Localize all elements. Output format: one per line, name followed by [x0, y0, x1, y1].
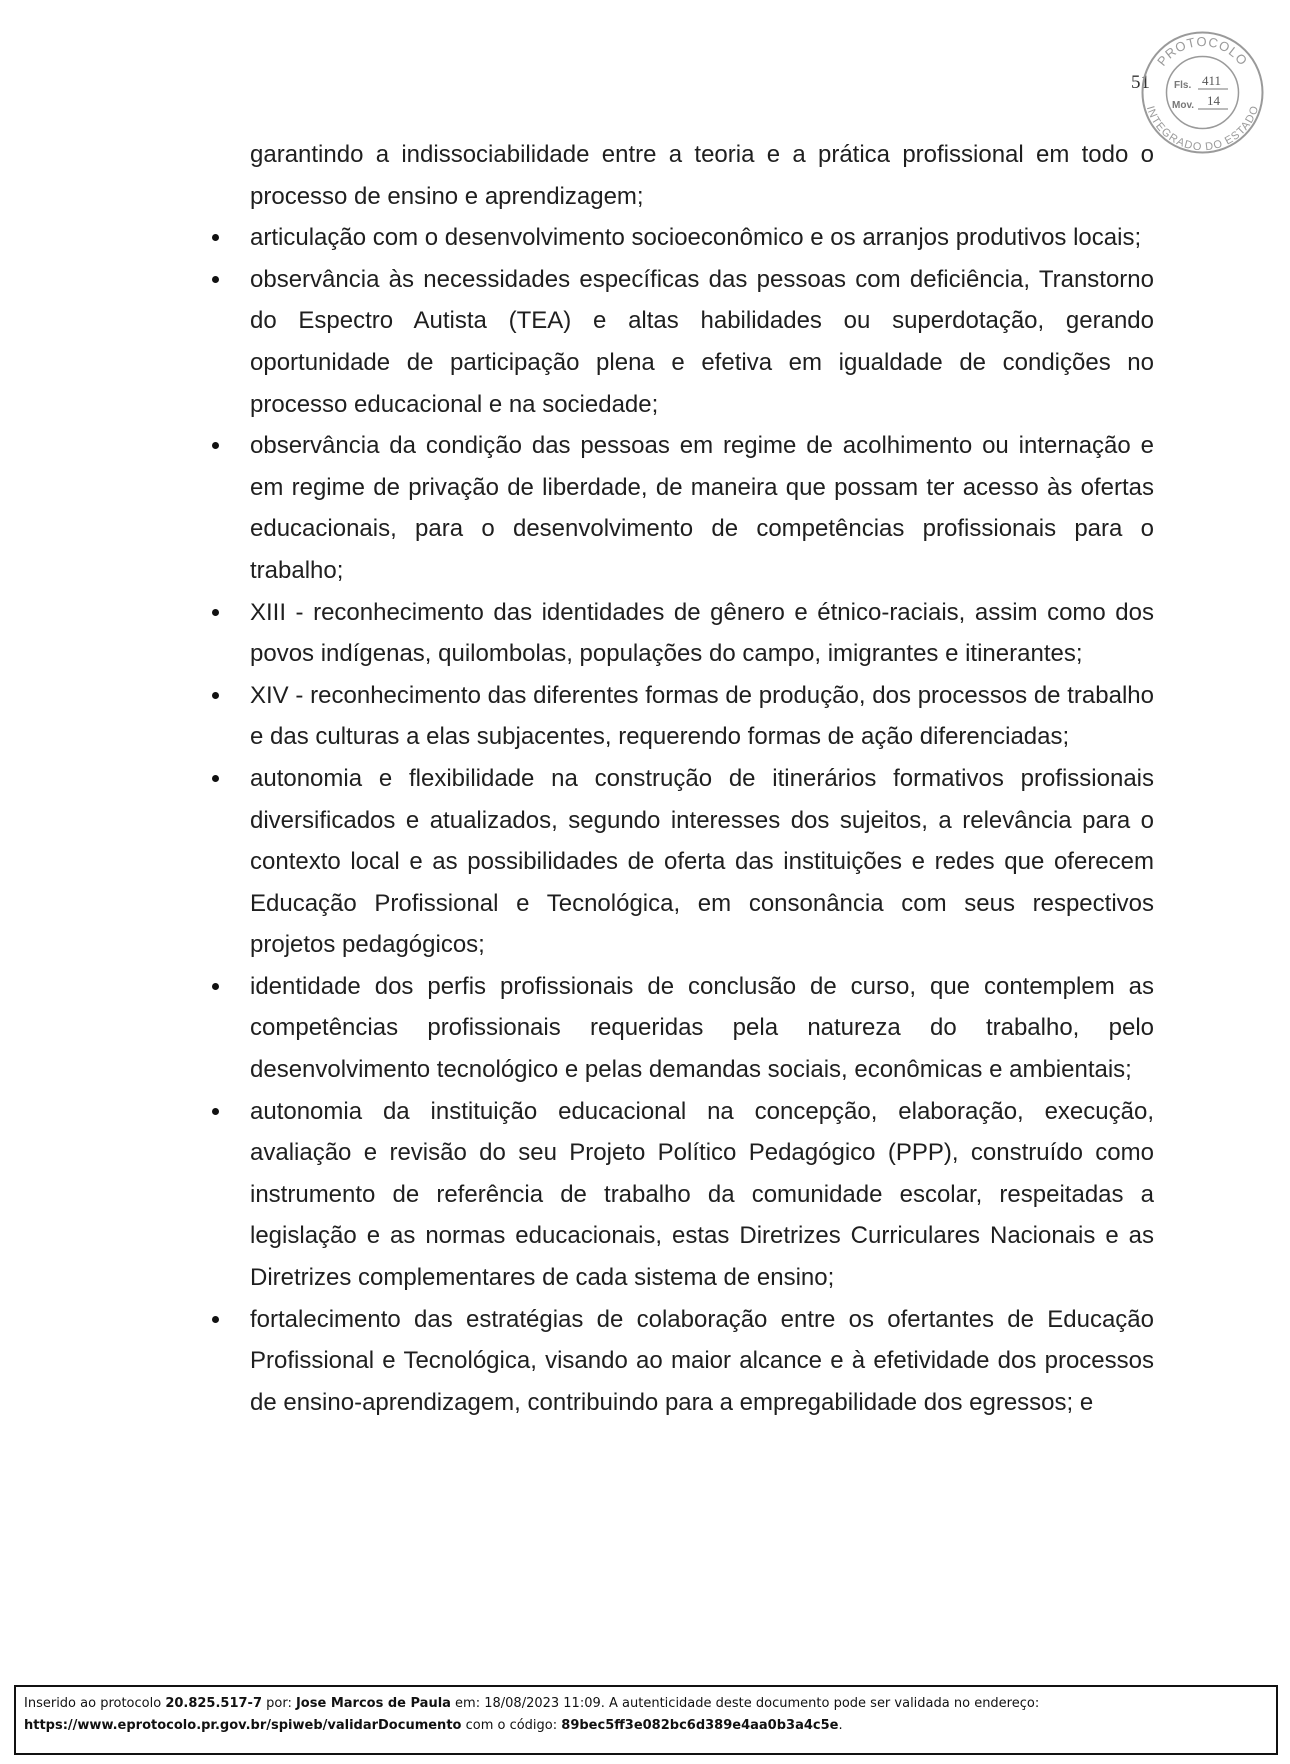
bullet-icon — [212, 609, 219, 616]
stamp-mov-value: 14 — [1207, 93, 1220, 108]
validation-code: 89bec5ff3e082bc6d389e4aa0b3a4c5e — [561, 1718, 839, 1733]
page-number: 51 — [1131, 72, 1150, 93]
list-item: observância às necessidades específicas das pessoas com deficiência, Transtorno do Espectro Autista (TEA) e altas habilidades ou superdotação, gerando oportunidade de participação plena e efetiva em igualdade de condições no processo educacional e na sociedade; — [250, 259, 1154, 425]
stamp-ring-top: PROTOCOLO — [1154, 33, 1251, 69]
list-item: autonomia e flexibilidade na construção de itinerários formativos profissionais diversificados e atualizados, segundo interesses dos sujeitos, a relevância para o contexto local e as possibilidades de oferta das instituições e redes que oferecem Educação Profissional e Tecnológica, em consonância com seus respectivos projetos pedagógicos; — [250, 758, 1154, 966]
bullet-icon — [212, 692, 219, 699]
stamp-ring-bottom: INTEGRADO DO ESTADO — [1143, 104, 1262, 154]
bullet-icon — [212, 442, 219, 449]
list-item: autonomia da instituição educacional na concepção, elaboração, execução, avaliação e revisão do seu Projeto Político Pedagógico (PPP), construído como instrumento de referência de trabalho da comunidade escolar, respeitadas a legislação e as normas educacionais, estas Diretrizes Curriculares Nacionais e as Diretrizes complementares de cada sistema de ensino; — [250, 1091, 1154, 1299]
list-item: XIII - reconhecimento das identidades de gênero e étnico-raciais, assim como dos povos indígenas, quilombolas, populações do campo, imigrantes e itinerantes; — [250, 592, 1154, 675]
stamp-inner-ring — [1167, 57, 1239, 129]
footer-line-2: https://www.eprotocolo.pr.gov.br/spiweb/validarDocumento com o código: 89bec5ff3e082bc6d389e4aa0b3a4c5e. — [24, 1718, 843, 1733]
author-name: Jose Marcos de Paula — [295, 1696, 451, 1711]
bullet-icon — [212, 1108, 219, 1115]
continuation-paragraph: garantindo a indissociabilidade entre a teoria e a prática profissional em todo o processo de ensino e aprendizagem; — [250, 141, 1154, 210]
bullet-icon — [212, 276, 219, 283]
protocol-number: 20.825.517-7 — [165, 1696, 262, 1711]
bullet-icon — [212, 1316, 219, 1323]
protocol-stamp — [1140, 30, 1265, 155]
list-item: identidade dos perfis profissionais de conclusão de curso, que contemplem as competências profissionais requeridas pela natureza do trabalho, pelo desenvolvimento tecnológico e pelas demandas sociais, econômicas e ambientais; — [250, 966, 1154, 1091]
list-item: observância da condição das pessoas em regime de acolhimento ou internação e em regime de privação de liberdade, de maneira que possam ter acesso às ofertas educacionais, para o desenvolvimento de competências profissionais para o trabalho; — [250, 425, 1154, 591]
validation-link[interactable]: https://www.eprotocolo.pr.gov.br/spiweb/validarDocumento — [24, 1718, 462, 1733]
bullet-icon — [212, 775, 219, 782]
authenticity-footer — [14, 1685, 1278, 1755]
list-item: articulação com o desenvolvimento socioeconômico e os arranjos produtivos locais; — [250, 217, 1154, 259]
principles-list — [250, 217, 1154, 1423]
list-item: fortalecimento das estratégias de colaboração entre os ofertantes de Educação Profissional e Tecnológica, visando ao maior alcance e à efetividade dos processos de ensino-aprendizagem, contribuindo para a empregabilidade dos egressos; e — [250, 1299, 1154, 1424]
bullet-icon — [212, 983, 219, 990]
list-item: XIV - reconhecimento das diferentes formas de produção, dos processos de trabalho e das culturas a elas subjacentes, requerendo formas de ação diferenciadas; — [250, 675, 1154, 758]
svg-text:PROTOCOLO — [1154, 34, 1251, 69]
bullet-icon — [212, 234, 219, 241]
stamp-fls-value: 411 — [1202, 73, 1222, 88]
footer-line-1: Inserido ao protocolo 20.825.517-7 por: Jose Marcos de Paula em: 18/08/2023 11:09. A autenticidade deste documento pode ser validada no endereço: — [24, 1696, 1040, 1711]
stamp-mov-label: Mov. — [1172, 100, 1195, 111]
document-body — [250, 134, 1154, 1423]
stamp-fls-label: Fls. — [1174, 80, 1192, 91]
